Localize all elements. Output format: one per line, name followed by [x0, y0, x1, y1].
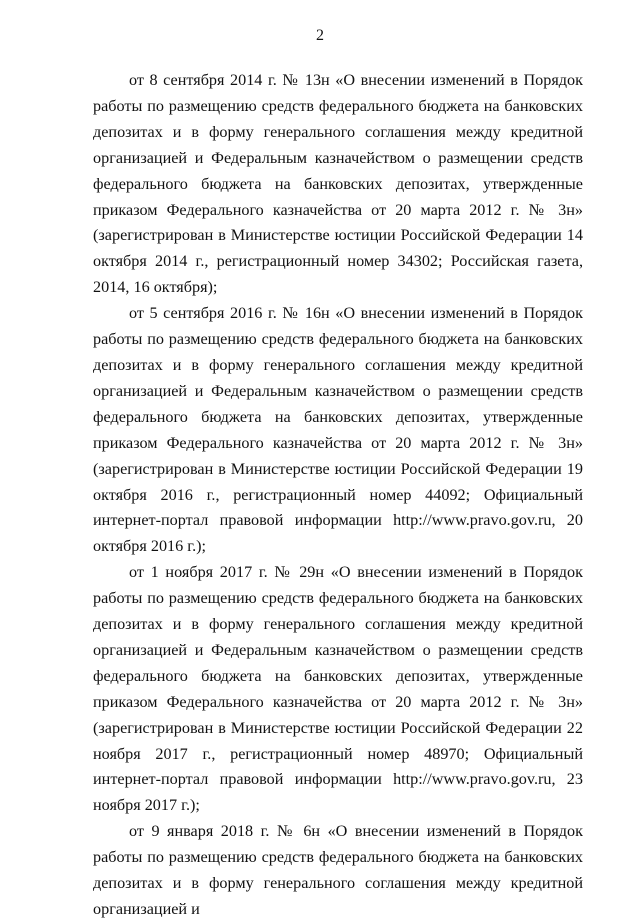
document-body — [93, 68, 583, 923]
page-number: 2 — [316, 27, 324, 44]
paragraph-order-6n: от 9 января 2018 г. № 6н «О внесении изменений в Порядок работы по размещению средств федерального бюджета на банковских депозитах и в форму генерального соглашения между кредитной организацией и — [93, 822, 583, 918]
paragraph-order-16n: от 5 сентября 2016 г. № 16н «О внесении изменений в Порядок работы по размещению средств федерального бюджета на банковских депозитах и в форму генерального соглашения между кредитной организацией и Федеральным казначейством о размещении средств федерального бюджета на банковских депозитах, утвержденные приказом Федерального казначейства от 20 марта 2012 г. № 3н» (зарегистрирован в Министерстве юстиции Российской Федерации 19 октября 2016 г., регистрационный номер 44092; Официальный интернет-портал правовой информации http://www.pravo.gov.ru, 20 октября 2016 г.); — [93, 304, 583, 556]
paragraph-order-13n: от 8 сентября 2014 г. № 13н «О внесении изменений в Порядок работы по размещению средств федерального бюджета на банковских депозитах и в форму генерального соглашения между кредитной организацией и Федеральным казначейством о размещении средств федерального бюджета на банковских депозитах, утвержденные приказом Федерального казначейства от 20 марта 2012 г. № 3н» (зарегистрирован в Министерстве юстиции Российской Федерации 14 октября 2014 г., регистрационный номер 34302; Российская газета, 2014, 16 октября); — [93, 71, 583, 297]
paragraph-order-29n: от 1 ноября 2017 г. № 29н «О внесении изменений в Порядок работы по размещению средств федерального бюджета на банковских депозитах и в форму генерального соглашения между кредитной организацией и Федеральным казначейством о размещении средств федерального бюджета на банковских депозитах, утвержденные приказом Федерального казначейства от 20 марта 2012 г. № 3н» (зарегистрирован в Министерстве юстиции Российской Федерации 22 ноября 2017 г., регистрационный номер 48970; Официальный интернет-портал правовой информации http://www.pravo.gov.ru, 23 ноября 2017 г.); — [93, 563, 583, 815]
